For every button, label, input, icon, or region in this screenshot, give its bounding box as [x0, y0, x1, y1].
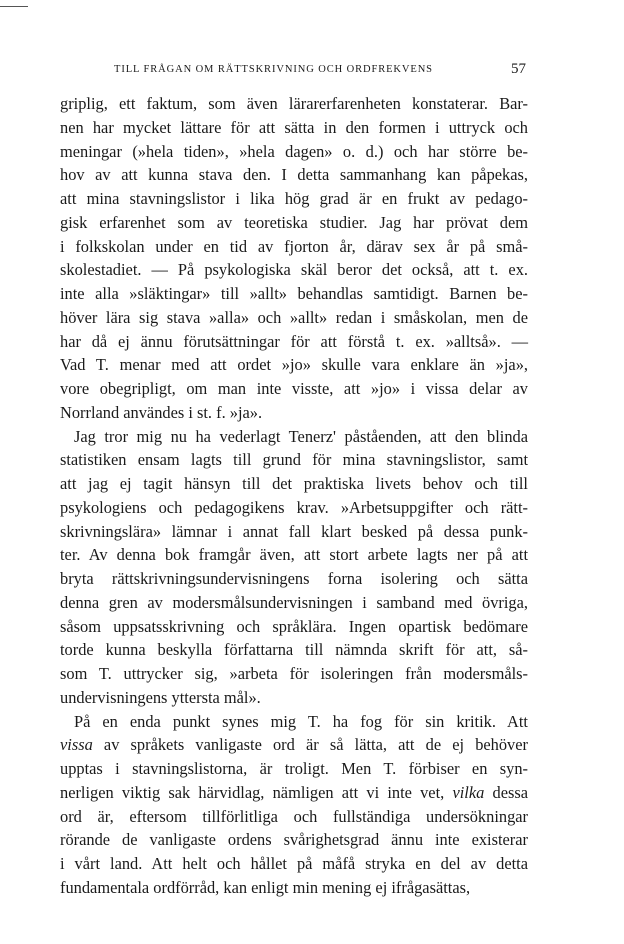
text-line	[60, 163, 528, 187]
line-text: ord är, eftersom tillförlitliga och fullständiga undersökningar	[60, 806, 528, 826]
text-line	[60, 306, 528, 330]
paragraph	[60, 92, 528, 425]
line-text: höver lära sig stava »alla» och »allt» redan i småskolan, men de	[60, 307, 528, 327]
text-line	[60, 448, 528, 472]
line-text: skrivningslära» lämnar i annat fall klart besked på dessa punk-	[60, 521, 528, 541]
line-text: psykologiens och pedagogikens krav. »Arbetsuppgifter och rätt-	[60, 497, 528, 517]
text-line	[60, 520, 528, 544]
line-text: att mina stavningslistor i lika hög grad är en frukt av pedago-	[60, 189, 528, 208]
line-text: meningar (»hela tiden», »hela dagen» o. d.) och har större be-	[60, 141, 528, 161]
text-line	[60, 258, 528, 282]
text-line	[60, 401, 528, 425]
text-line	[60, 852, 528, 876]
text-line	[60, 828, 528, 852]
line-text: ter. Av denna bok framgår även, att stort arbete lagts ner på att	[60, 545, 528, 565]
line-text: undervisningens yttersta mål».	[60, 687, 261, 707]
line-text: dessa	[484, 782, 529, 802]
text-line	[60, 92, 528, 116]
text-line	[60, 805, 528, 829]
line-text: Vad T. menar med att ordet »jo» skulle vara enklare än »ja»,	[60, 355, 528, 375]
text-line	[60, 472, 528, 496]
text-line	[60, 733, 528, 757]
line-text: har då ej ännu förutsättningar för att förstå t. ex. »alltså». —	[60, 331, 528, 351]
text-line	[60, 116, 528, 140]
text-line	[60, 757, 528, 781]
line-text: gisk erfarenhet som av teoretiska studier. Jag har prövat dem	[60, 212, 528, 232]
line-text: Norrland användes i st. f. »ja».	[60, 402, 263, 422]
line-text: hov av att kunna stava den. I detta sammanhang kan påpekas,	[60, 165, 528, 185]
text-line	[60, 282, 528, 306]
page-number: 57	[511, 61, 526, 77]
page-header	[96, 62, 526, 82]
line-text: nerligen viktig sak härvidlag, nämligen att vi inte vet,	[60, 782, 453, 802]
line-text: vore obegripligt, om man inte visste, att »jo» i vissa delar av	[60, 379, 528, 398]
italic-word: vilka	[452, 782, 485, 802]
line-text: nen har mycket lättare för att sätta in den formen i uttryck och	[60, 117, 528, 137]
line-text: upptas i stavningslistorna, är troligt. Men T. förbiser en syn-	[60, 759, 528, 778]
italic-word: vissa	[60, 735, 93, 755]
line-text: torde kunna beskylla författarna till nämnda skrift för att, så-	[60, 640, 528, 660]
line-text: att jag ej tagit hänsyn till det praktiska livets behov och till	[60, 474, 528, 493]
line-text: rörande de vanligaste ordens svårighetsgrad ännu inte existerar	[60, 830, 528, 850]
line-text: denna gren av modersmålsundervisningen i samband med övriga,	[60, 592, 528, 612]
line-text: bryta rättskrivningsundervisningens forna isolering och sätta	[60, 569, 528, 588]
text-line	[60, 140, 528, 164]
line-text: fundamentala ordförråd, kan enligt min mening ej ifrågasättas,	[60, 877, 471, 897]
scan-edge-rule	[0, 6, 28, 7]
line-text: i folkskolan under en tid av fjorton år, därav sex år på små-	[60, 236, 528, 256]
body-text	[60, 92, 528, 900]
paragraph	[60, 710, 528, 900]
text-line	[60, 353, 528, 377]
line-text: som T. uttrycker sig, »arbeta för isoleringen från modersmåls-	[60, 664, 528, 683]
line-text: statistiken ensam lagts till grund för mina stavningslistor, samt	[60, 450, 528, 470]
text-line	[60, 686, 528, 710]
text-line	[60, 567, 528, 591]
paragraph	[60, 425, 528, 710]
text-line	[60, 425, 528, 449]
text-line	[60, 781, 528, 805]
line-text: av språkets vanligaste ord är så lätta, att de ej behöver	[92, 735, 528, 755]
text-line	[60, 662, 528, 686]
text-line	[60, 377, 528, 401]
line-text: inte alla »släktingar» till »allt» behandlas samtidigt. Barnen be-	[60, 284, 528, 303]
line-text: i vårt land. Att helt och hållet på måfå stryka en del av detta	[60, 854, 528, 873]
running-title: TILL FRÅGAN OM RÄTTSKRIVNING OCH ORDFREKVENS	[114, 64, 433, 75]
text-line	[60, 543, 528, 567]
text-line	[60, 876, 528, 900]
line-text: På en enda punkt synes mig T. ha fog för sin kritik. Att	[74, 711, 528, 731]
line-text: skolestadiet. — På psykologiska skäl beror det också, att t. ex.	[60, 260, 528, 280]
text-line	[60, 638, 528, 662]
text-line	[60, 591, 528, 615]
text-line	[60, 235, 528, 259]
text-line	[60, 187, 528, 211]
line-text: Jag tror mig nu ha vederlagt Tenerz' påståenden, att den blinda	[74, 426, 528, 446]
line-text: såsom uppsatsskrivning och språklära. Ingen opartisk bedömare	[60, 616, 528, 636]
text-line	[60, 615, 528, 639]
text-line	[60, 496, 528, 520]
text-line	[60, 710, 528, 734]
text-line	[60, 330, 528, 354]
text-line	[60, 211, 528, 235]
line-text: griplig, ett faktum, som även lärarerfarenheten konstaterar. Bar-	[60, 94, 528, 113]
